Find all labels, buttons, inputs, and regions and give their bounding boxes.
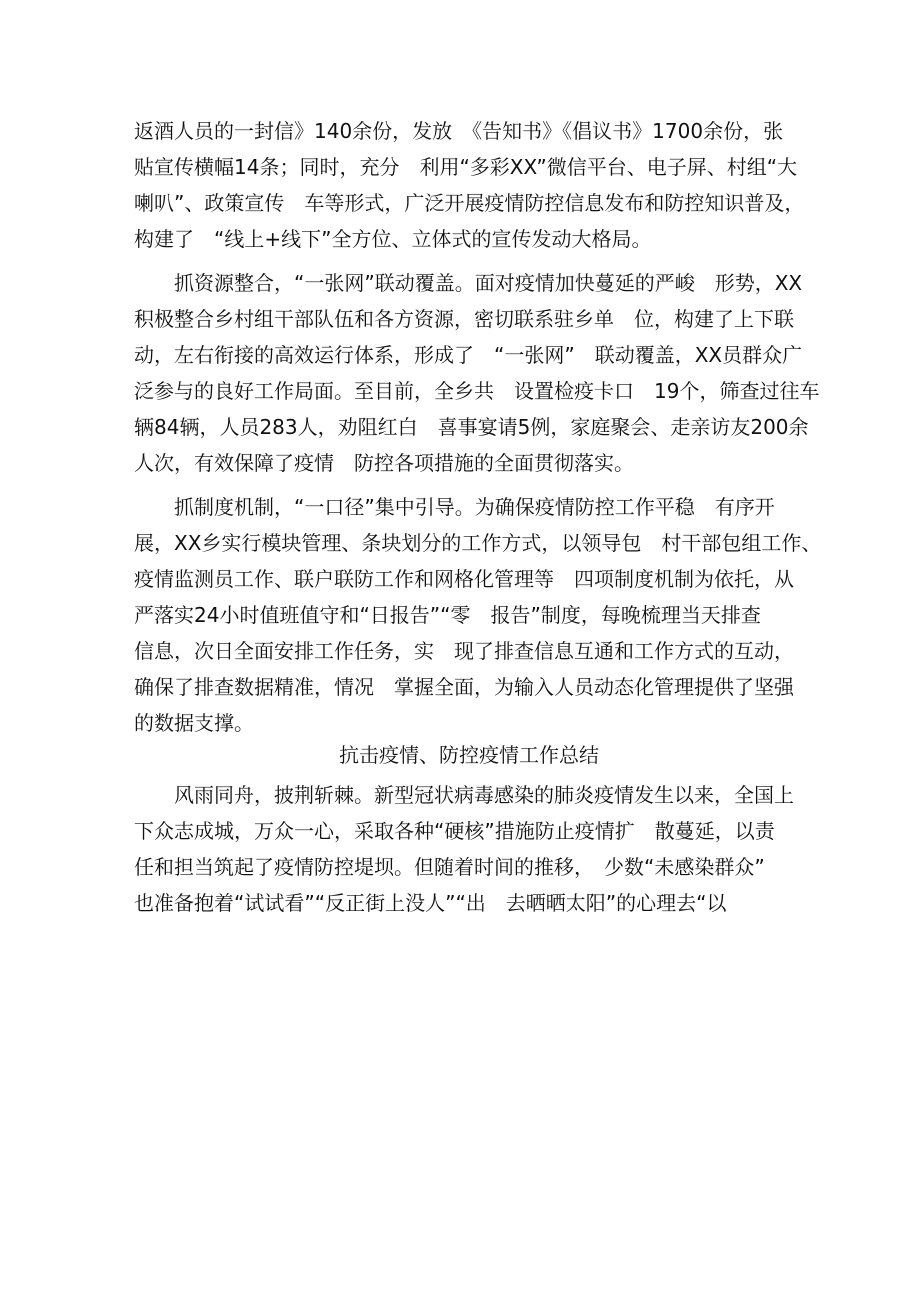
- paragraph-line: 确保了排查数据精准，情况 掌握全面，为输入人员动态化管理提供了坚强: [134, 675, 794, 699]
- paragraph-line: 严落实24小时值班值守和“日报告”“零 报告”制度，每晚梳理当天排查: [134, 603, 761, 627]
- paragraph-line: 也准备抱着“试试看”“反正街上没人”“出 去晒晒太阳”的心理去“以: [134, 891, 727, 915]
- paragraph-line: 泛参与的良好工作局面。至目前，全乡共 设置检疫卡口 19个，筛查过往车: [134, 379, 820, 403]
- paragraph-line: 风雨同舟，披荆斩棘。新型冠状病毒感染的肺炎疫情发生以来，全国上: [174, 783, 794, 807]
- paragraph-line: 的数据支撑。: [134, 711, 254, 735]
- paragraph-line: 积极整合乡村组干部队伍和各方资源，密切联系驻乡单 位，构建了上下联: [134, 307, 794, 331]
- paragraph-line: 抓制度机制，“一口径”集中引导。为确保疫情防控工作平稳 有序开: [174, 495, 775, 519]
- paragraph-line: 下众志成城，万众一心，采取各种“硬核”措施防止疫情扩 散蔓延，以责: [134, 819, 775, 843]
- paragraph-line: 任和担当筑起了疫情防控堤坝。但随着时间的推移， 少数“未感染群众”: [134, 855, 765, 879]
- paragraph-line: 展，XX乡实行模块管理、条块划分的工作方式，以领导包 村干部包组工作、: [134, 531, 822, 555]
- paragraph-2: [134, 265, 820, 481]
- paragraph-line: 信息，次日全面安排工作任务，实 现了排查信息互通和工作方式的互动，: [134, 639, 794, 663]
- paragraph-line: 疫情监测员工作、联户联防工作和网格化管理等 四项制度机制为依托，从: [134, 567, 794, 591]
- document-body: [134, 113, 822, 921]
- paragraph-line: 构建了 “线上+线下”全方位、立体式的宣传发动大格局。: [134, 227, 652, 251]
- paragraph-3: [134, 489, 822, 741]
- paragraph-line: 辆84辆，人员283人，劝阻红白 喜事宴请5例，家庭聚会、走亲访友200余: [134, 415, 809, 439]
- section-heading: 抗击疫情、防控疫情工作总结: [339, 743, 599, 767]
- paragraph-line: 贴宣传横幅14条；同时，充分 利用“多彩XX”微信平台、电子屏、村组“大: [134, 155, 798, 179]
- paragraph-line: 动，左右衔接的高效运行体系，形成了 “一张网” 联动覆盖，XX员群众广: [134, 343, 803, 367]
- paragraph-line: 返酒人员的一封信》140余份，发放 《告知书》《倡议书》1700余份，张: [134, 119, 784, 143]
- paragraph-1: [134, 113, 804, 257]
- paragraph-line: 喇叭”、政策宣传 车等形式，广泛开展疫情防控信息发布和防控知识普及，: [134, 191, 805, 215]
- paragraph-line: 人次，有效保障了疫情 防控各项措施的全面贯彻落实。: [134, 451, 634, 475]
- paragraph-4: [134, 777, 804, 921]
- paragraph-line: 抓资源整合，“一张网”联动覆盖。面对疫情加快蔓延的严峻 形势，XX: [174, 271, 803, 295]
